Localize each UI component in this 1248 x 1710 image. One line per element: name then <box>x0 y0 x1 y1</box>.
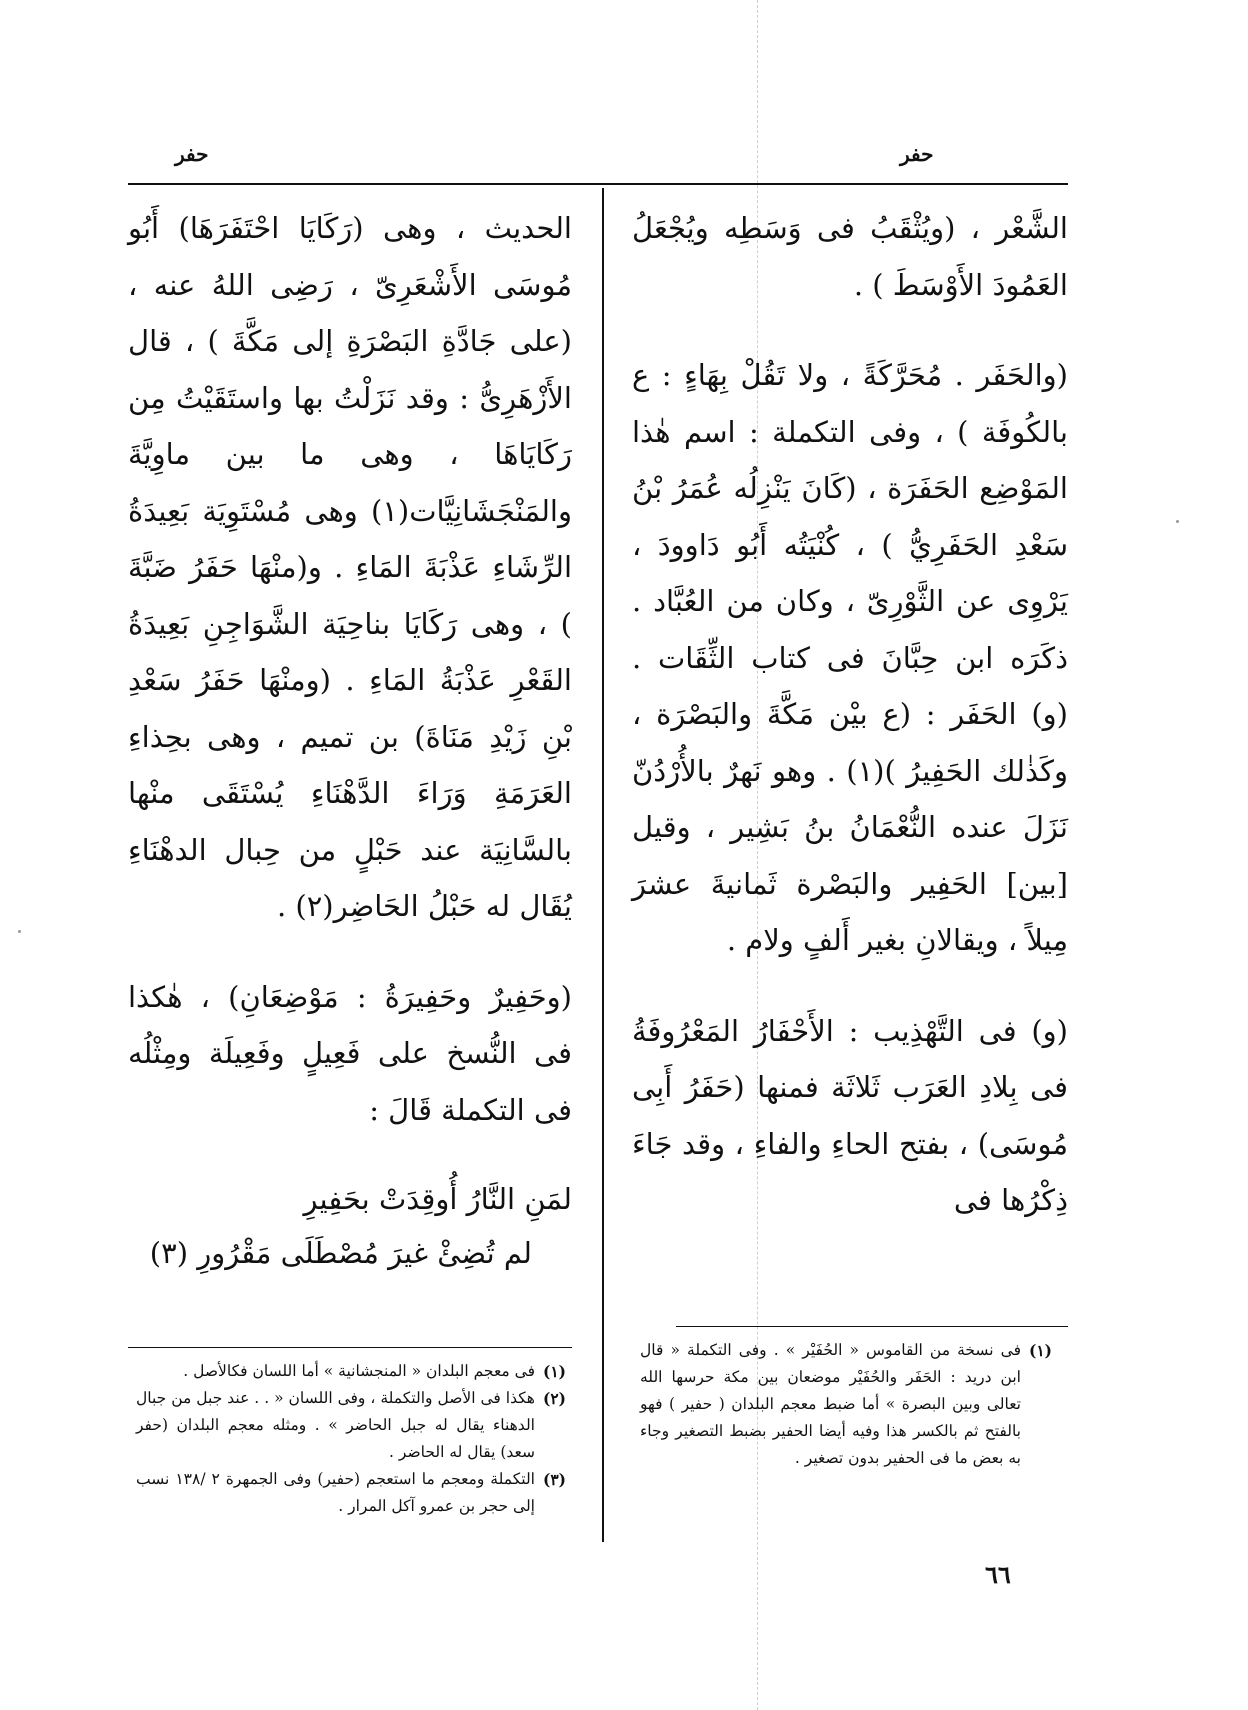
scan-speck <box>18 930 21 933</box>
paragraph: الشَّعْر ، (ويُثْقَبُ فى وَسَطِه ويُجْعَلُ العَمُودَ الأَوْسَطَ ) . <box>632 211 1068 302</box>
footnote-rule-right <box>676 1326 1068 1327</box>
footnote-text: فى معجم البلدان « المنجشانية » أما اللسان فكالأصل . <box>183 1362 535 1380</box>
paragraph: الحديث ، وهى (رَكَايَا احْتَفَرَهَا) أَبُو مُوسَى الأَشْعَرِىّ ، رَضِى اللهُ عنه ، (على جَادَّةِ البَصْرَةِ إلى مَكَّةَ ) ، قال الأَزْهَرِىُّ : وقد نَزَلْتُ بها واستَقَيْتُ مِن رَكَايَاهَا ، وهى ما بين ماوِيَّةَ والمَنْجَشَانِيَّات(١) وهى مُسْتَوِيَة بَعِيدَةُ الرِّشَاءِ عَذْبَةَ المَاءِ . و(منْهَا حَفَرُ ضَبَّةَ ) ، وهى رَكَايَا بناحِيَة الشَّوَاجِنِ بَعِيدَةُ القَعْرِ عَذْبَةُ المَاءِ . (ومنْهَا حَفَرُ سَعْدِ بْنِ زَيْدِ مَنَاةَ) بن تميم ، وهى بحِذاءِ العَرَمَةِ وَرَاءَ الدَّهْنَاءِ يُسْتَقَى منْها بالسَّانِيَة عند حَبْلٍ من حِبال الدهْنَاءِ يُقَال له حَبْلُ الحَاضِر(٢) . <box>128 211 572 923</box>
footnote-number: (١) <box>542 1362 566 1381</box>
left-column <box>128 200 572 1280</box>
scan-speck <box>1176 520 1179 523</box>
footnotes-right <box>640 1337 1052 1472</box>
paragraph: (و) فى التَّهْذِيب : الأَحْفَارُ المَعْرُوفَةُ فى بِلادِ العَرَب ثَلاثَة فمنها (حَفَرُ أَبِى مُوسَى) ، بفتح الحاءِ والفاءِ ، وقد جَاءَ ذِكْرُها فى <box>632 1013 1068 1217</box>
footnote-text: فى نسخة من القاموس « الحُفَيْر » . وفى التكملة « قال ابن دريد : الحَفَر والحُفَيْر موضعان بين مكة حرسها الله تعالى وبين البصرة » أما ضبط معجم البلدان ( حفير ) فهو بالفتح ثم بالكسر هذا وفيه أيضا الحفير بضبط التصغير وجاء به بعض ما فى الحفير بدون تصغير . <box>640 1341 1021 1467</box>
running-head-left: حفر <box>175 142 209 166</box>
footnotes-left <box>136 1358 566 1520</box>
running-head-right: حفر <box>900 142 934 166</box>
verse-line-2: لم تُضِئْ غيرَ مُصْطَلَى مَقْرُورِ (٣) <box>149 1236 532 1270</box>
verse-line-1: لمَنِ النَّارُ أُوقِدَتْ بحَفِيرِ <box>303 1182 572 1216</box>
page-number: ٦٦ <box>985 1560 1011 1589</box>
footnote-text: هكذا فى الأصل والتكملة ، وفى اللسان « . . عند جبل من جبال الدهناء يقال له جبل الحاضر » . ومثله معجم البلدان (حفر سعد) يقال له الحاضر . <box>136 1389 535 1461</box>
footnote-number: (٢) <box>542 1389 566 1408</box>
verse <box>128 1172 572 1280</box>
footnote-number: (١) <box>1028 1341 1052 1360</box>
footnote-number: (٣) <box>542 1470 566 1489</box>
footnote-text: التكملة ومعجم ما استعجم (حفير) وفى الجمهرة ٢ /١٣٨ نسب إلى حجر بن عمرو آكل المرار . <box>136 1470 535 1515</box>
footnote-rule-left <box>128 1347 572 1348</box>
footnote <box>640 1337 1052 1472</box>
right-column <box>632 200 1068 1229</box>
column-divider <box>602 188 604 1542</box>
footnote <box>136 1466 566 1520</box>
paragraph: (والحَفَر . مُحَرَّكَةً ، ولا تَقُلْ بِهَاءٍ : ع بالكُوفَة ) ، وفى التكملة : اسم هٰذا المَوْضِع الحَفَرَة ، (كَانَ يَنْزِلُه عُمَرُ بْنُ سَعْدِ الحَفَرِيُّ ) ، كُنْيَتُه أَبُو دَاوودَ ، يَرْوِى عن الثَّوْرِىّ ، وكان من العُبَّاد . ذكَرَه ابن حِبَّانَ فى كتاب الثِّقَات . (و) الحَفَر : (ع بيْن مَكَّةَ والبَصْرَة ، وكَذٰلك الحَفِيرُ )(١) . وهو نَهرٌ بالأُرْدُنّ نَزَلَ عنده النُّعْمَانُ بنُ بَشِير ، وقيل [بين] الحَفِير والبَصْرة ثَمانيةَ عشرَ مِيلاً ، ويقالانِ بغير أَلفٍ ولام . <box>632 358 1068 957</box>
footnote <box>136 1385 566 1466</box>
header-rule <box>128 183 1068 185</box>
footnote <box>136 1358 566 1385</box>
paragraph: (وحَفِيرٌ وحَفِيرَةُ : مَوْضِعَانِ) ، هٰكذا فى النُّسخ على فَعِيلٍ وفَعِيلَة ومِثْلُه فى التكملة قَالَ : <box>128 979 572 1127</box>
